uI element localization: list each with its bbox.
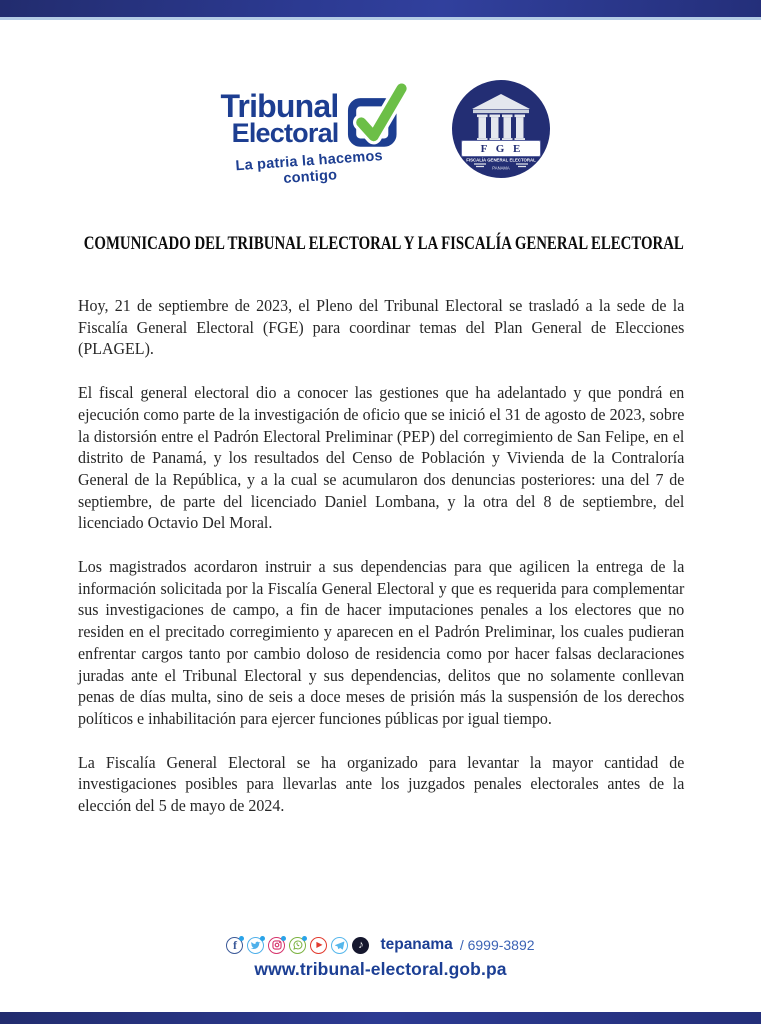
paragraph-4: La Fiscalía General Electoral se ha organizado para levantar la mayor cantidad de investigaciones posibles para llevarlas ante los juzgados penales electorales antes de la elección del 5 de mayo de 2024. [78,752,685,816]
twitter-icon [247,937,264,954]
facebook-glyph: f [232,937,237,952]
fge-logo [452,80,550,178]
tribunal-wordmark-line2: Electoral [231,118,339,149]
instagram-icon [268,937,285,954]
notification-dot [239,936,244,941]
paragraph-1: Hoy, 21 de septiembre de 2023, el Pleno del Tribunal Electoral se trasladó a la sede de la Fiscalía General Electoral (FGE) para coordinar temas del Plan General de Elecciones (PLAGEL). [78,296,685,359]
telegram-icon [331,937,348,954]
fge-country: PANAMÁ [491,166,510,172]
notification-dot [302,936,307,941]
social-handle: tepanama [380,936,453,953]
tribunal-wordmark-line1: Tribunal [220,88,339,124]
logos-row [0,80,761,192]
temple-icon [452,80,550,178]
tribunal-wordmark [220,88,339,149]
bottom-bar [0,1012,761,1024]
page-title: COMUNICADO DEL TRIBUNAL ELECTORAL Y LA FISCALÍA GENERAL ELECTORAL [83,233,684,254]
notification-dot [281,936,286,941]
tiktok-icon [352,937,369,954]
fge-acronym-banner: F G E [461,140,541,157]
paragraph-2: El fiscal general electoral dio a conocer las gestiones que ha adelantado y que pondrá en ejecución como parte de la investigación de oficio que se inició el 31 de agosto de 2023, sobre la distorsión entre el Padrón Electoral Preliminar (PEP) del corregimiento de San Felipe, en el distrito de Panamá, y los resultados del Censo de Población y Vivienda de la Contraloría General de la República, y a la cual se acumularon dos denuncias posteriores: una del 7 de septiembre, de parte del licenciado Daniel Lombana, y la otra del 8 de septiembre, del licenciado Octavio Del Moral. [78,383,685,533]
fge-name: FISCALÍA GENERAL ELECTORAL [465,158,536,164]
whatsapp-icon [289,937,306,954]
youtube-play-glyph: ▶ [316,940,323,949]
website-url: www.tribunal-electoral.gob.pa [254,959,507,979]
tribunal-tagline: La patria la hacemos contigo [234,148,383,188]
tiktok-note-glyph: ♪ [358,938,364,951]
tribunal-electoral-logo [212,88,408,192]
paragraph-3: Los magistrados acordaron instruir a sus dependencias para que agilicen la entrega de la información solicitada por la Fiscalía General Electoral y que es requerida para complementar sus investigaciones de campo, a fin de hacer imputaciones penales a los electores que no residen en el precitado corregimiento y aparecen en el Padrón Preliminar, los cuales pudieran enfrentar cargos tanto por cambio doloso de residencia como por hacer falsas declaraciones juradas ante el Tribunal Electoral y sus dependencias, delitos que no solamente conllevan penas de días multa, sino de seis a doce meses de prisión más la suspensión de los derechos políticos e inhabilitación para ejercer funciones públicas por igual tiempo. [78,557,685,728]
social-media-row [0,936,761,954]
youtube-icon [310,937,327,954]
phone-number: / 6999-3892 [459,937,535,953]
notification-dot [260,936,265,941]
document-body [78,295,684,839]
facebook-icon [226,937,243,954]
checkmark-icon [342,80,408,152]
top-bar [0,0,761,20]
